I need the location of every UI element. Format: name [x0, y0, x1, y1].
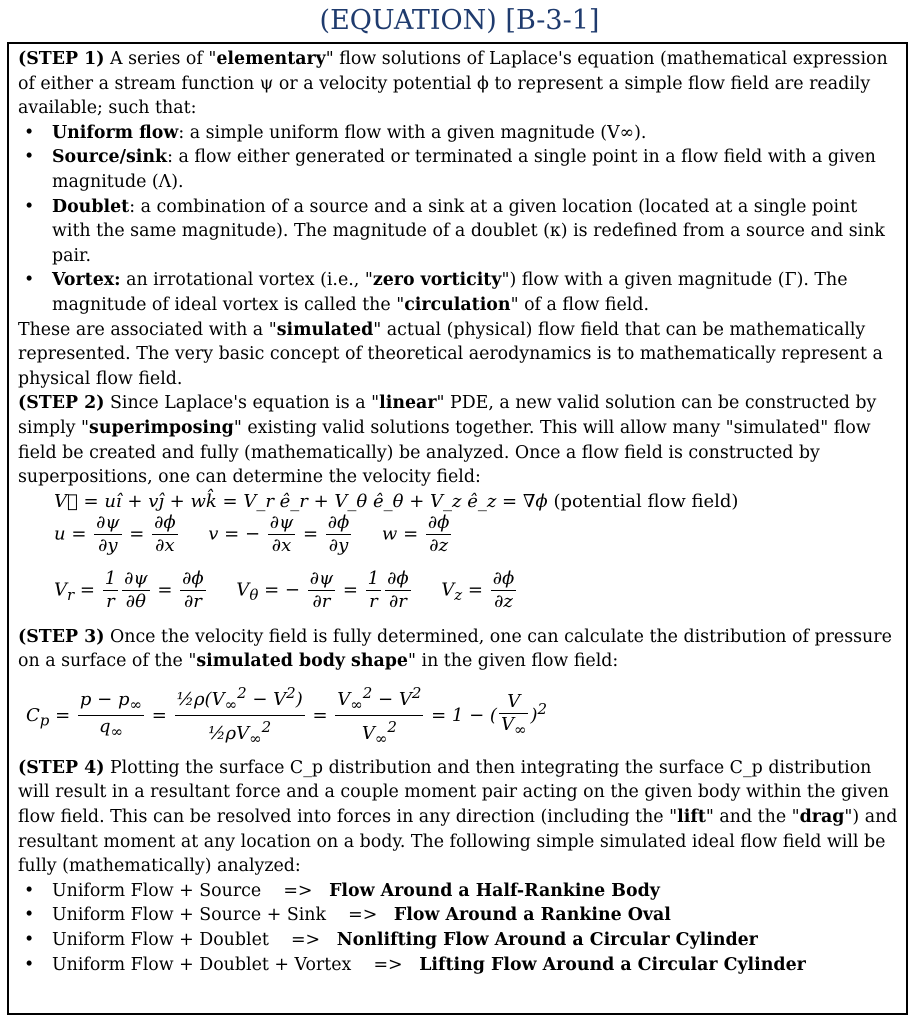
superposition-list [18, 879, 898, 977]
flow-types-list [18, 121, 898, 318]
result-text: Nonlifting Flow Around a Circular Cylinder [336, 930, 758, 951]
sim-bold: simulated [276, 319, 374, 340]
list-item-uniform [18, 121, 898, 146]
sim-text-a: These are associated with a " [18, 319, 277, 340]
step1-text-b: " flow solutions of Laplace's equation (mathematical expression of either a stream function ψ or a velocity potential ϕ to represent a simple flow field are readily available; such that: [18, 49, 888, 119]
list-item-source [18, 145, 898, 194]
list-item [18, 879, 898, 904]
item-text: an irrotational vortex (i.e., " [120, 270, 373, 291]
step2-text-c: " existing valid solutions together. This will allow many "simulated" flow field be created and fully (mathematically) be analyzed. Once a flow field is constructed by superpositions, one can determine the velocity field: [18, 417, 871, 488]
step2-bold-b: superimposing [89, 417, 234, 438]
cylindrical-components: $V_r$ = $\frac{1}{r}$ $\frac{\partial\psi}{\partial\theta}$ = $\frac{\partial\phi}{\partial r}$ $V_\theta$ = − $\frac{\partial\psi}{\partial r}$ = $\frac{1}{r}$ $\frac{\partial\phi}{\partial r}$ $V_z$ = $\frac{\partial\phi}{\partial z}$ [54, 567, 515, 612]
result-text: Flow Around a Half-Rankine Body [329, 880, 660, 901]
step2-text-a: Since Laplace's equation is a " [104, 393, 380, 414]
combination-text: Uniform Flow + Doublet [52, 930, 269, 951]
step4-paragraph [18, 756, 898, 879]
item-text: " of a flow field. [510, 294, 650, 315]
pressure-coefficient-equation [18, 674, 898, 756]
simulated-paragraph [18, 318, 898, 392]
combination-text: Uniform Flow + Source + Sink [52, 905, 327, 926]
item-text: ") flow with a given magnitude (Γ). The magnitude of ideal vortex is called the " [52, 270, 848, 315]
arrow-text: => [290, 930, 321, 951]
step2-text-b: " PDE, a new valid solution can be constructed by simply " [18, 393, 877, 438]
velocity-equation-note: (potential flow field) [553, 490, 739, 512]
item-bold: zero vorticity [372, 270, 502, 291]
step4-bold-a: lift [677, 807, 706, 828]
arrow-text: => [373, 954, 403, 975]
cartesian-components: u = $\frac{\partial\psi}{\partial y}$ = $\frac{\partial\phi}{\partial x}$ v = − $\frac{\partial\psi}{\partial x}$ = $\frac{\partial\phi}{\partial y}$ w = $\frac{\partial\phi}{\partial z}$ [54, 511, 450, 556]
step2-paragraph [18, 391, 898, 489]
step3-label: (STEP 3) [18, 626, 105, 647]
step1-text-a: A series of " [104, 49, 217, 69]
step4-label: (STEP 4) [18, 757, 105, 778]
sim-text-b: " actual (physical) flow field that can be mathematically represented. The very basic concept of theoretical aerodynamics is to mathematically represent a physical flow field. [18, 319, 883, 389]
step4-text-b: " and the " [705, 807, 800, 828]
result-text: Flow Around a Rankine Oval [393, 905, 671, 926]
item-title: Vortex: [52, 270, 121, 291]
result-text: Lifting Flow Around a Circular Cylinder [419, 954, 806, 975]
step3-text-b: " in the given flow field: [407, 651, 619, 672]
item-bold: circulation [404, 294, 511, 315]
arrow-text: => [283, 880, 313, 901]
list-item [18, 903, 898, 928]
step2-label: (STEP 2) [18, 393, 105, 414]
step2-bold-a: linear [379, 393, 437, 414]
item-title: Source/sink [52, 147, 168, 168]
step4-text-a: Plotting the surface C_p distribution and then integrating the surface C_p distribution will result in a resultant force and a couple moment pair acting on the given body within the given flow field. This can be resolved into forces in any direction (including the " [18, 757, 889, 828]
step3-bold: simulated body shape [196, 651, 408, 672]
step3-paragraph [18, 625, 898, 674]
page-title: (EQUATION) [B-3-1] [319, 5, 600, 36]
cp-formula: $C_p$ = $\frac{p - p_\infty}{q_\infty}$ = $\frac{\frac{1}{2}\rho(V_\infty^2 - V^2)}{\frac{1}{2}\rho V_\infty^2}$ = $\frac{V_\infty^2 - V^2}{V_\infty^2}$ = 1 − ( $\frac{V}{V_\infty}$ )$^2$ [26, 683, 548, 749]
step4-bold-b: drag [799, 807, 845, 828]
step3-text-a: Once the velocity field is fully determined, one can calculate the distribution of pressure on a surface of the " [18, 626, 892, 672]
combination-text: Uniform Flow + Doublet + Vortex [52, 954, 352, 975]
list-item [18, 928, 898, 953]
list-item-doublet [18, 195, 898, 269]
velocity-equations [18, 490, 898, 625]
step1-bold: elementary [216, 49, 326, 69]
step1-paragraph [18, 47, 898, 121]
velocity-vector-equation [54, 490, 738, 515]
arrow-text: => [348, 905, 378, 926]
item-text: : a combination of a source and a sink at a given location (located at a single point with the same magnitude). The magnitude of a doublet (κ) is redefined from a source and sink pair. [52, 196, 885, 266]
velocity-equation-text: V⃗ = uî + vĵ + wk̂ = V_r ê_r + V_θ ê_θ + V_z ê_z = ∇ϕ [54, 490, 548, 512]
item-text: : a simple uniform flow with a given magnitude (V∞). [178, 122, 647, 143]
item-title: Doublet [52, 196, 130, 217]
list-item [18, 953, 898, 978]
item-title: Uniform flow [52, 122, 179, 143]
item-text: : a flow either generated or terminated a single point in a flow field with a given magnitude (Λ). [52, 147, 876, 192]
document-body [18, 47, 898, 977]
combination-text: Uniform Flow + Source [52, 880, 262, 901]
step4-text-c: ") and resultant moment at any location on a body. The following simple simulated ideal flow field will be fully (mathematically) analyzed: [18, 807, 898, 877]
step1-label: (STEP 1) [18, 49, 105, 69]
list-item-vortex [18, 268, 898, 317]
